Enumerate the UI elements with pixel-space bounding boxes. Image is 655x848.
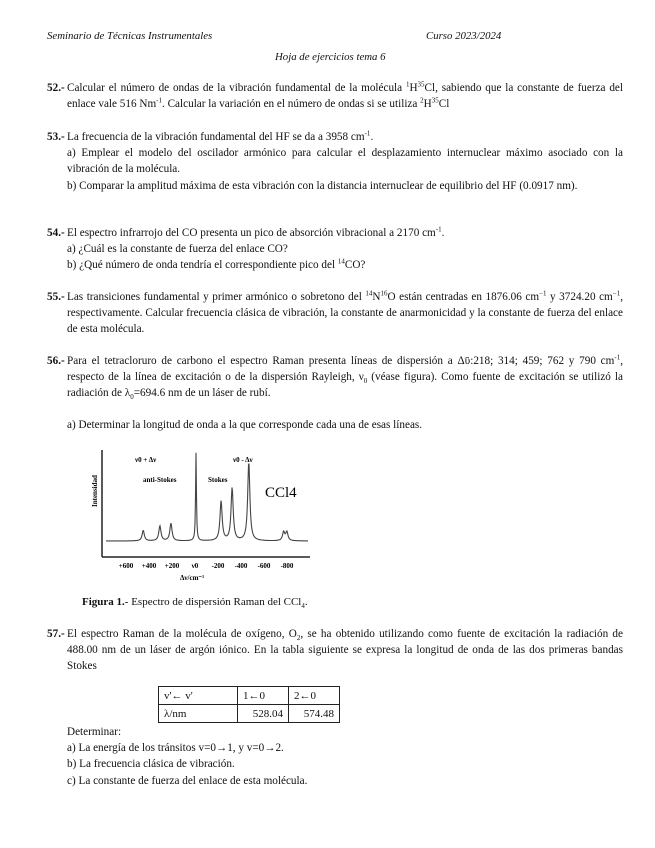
superscript: -1 bbox=[614, 353, 621, 362]
x-tick-label: -400 bbox=[234, 562, 248, 570]
table-cell: 1←0 bbox=[238, 687, 289, 705]
subscript: 4 bbox=[301, 602, 305, 611]
text-segment: N bbox=[372, 291, 381, 303]
text-segment: H bbox=[409, 82, 418, 94]
x-tick-label: -200 bbox=[211, 562, 225, 570]
text-segment: . bbox=[304, 596, 308, 608]
text-segment: . bbox=[441, 227, 445, 239]
exercise-text bbox=[67, 80, 623, 112]
text-segment: (véase figura). Como fuente de excitación se utilizó la radiación de λ bbox=[67, 371, 623, 400]
exercise-text bbox=[67, 626, 623, 675]
text-segment: , se ha obtenido utilizando como fuente de excitación la radiación de 488.00 nm de un láser de argón iónico. En la tabla siguiente se expresa la longitud de onda de las dos primeras bandas Stokes bbox=[67, 628, 623, 673]
exercise-part-a: a) ¿Cuál es la constante de fuerza del enlace CO? bbox=[67, 243, 288, 256]
text-segment: La frecuencia de la vibración fundamental del HF se da a 3958 cm bbox=[67, 131, 365, 143]
superscript: −1 bbox=[612, 289, 621, 298]
table-cell: 574.48 bbox=[289, 705, 340, 723]
superscript: 14 bbox=[365, 289, 373, 298]
chart-title: CCl4 bbox=[265, 485, 297, 501]
raman-spectrum-figure bbox=[80, 445, 320, 585]
stokes-label: Stokes bbox=[208, 476, 228, 484]
subscript: 0 bbox=[130, 393, 134, 402]
table-cell: 2←0 bbox=[289, 687, 340, 705]
exercise-57 bbox=[47, 626, 623, 675]
header-academic-year: Curso 2023/2024 bbox=[426, 30, 502, 42]
table-row bbox=[159, 705, 340, 723]
figure-caption-text bbox=[124, 596, 308, 611]
text-segment: Cl, sabiendo que la constante de fuerza del enlace vale 516 Nm bbox=[67, 82, 623, 111]
exercise-part-c: c) La constante de fuerza del enlace de esta molécula. bbox=[67, 774, 308, 787]
superscript: 16 bbox=[380, 289, 388, 298]
exercise-text bbox=[67, 225, 623, 241]
exercise-text bbox=[67, 353, 623, 402]
text-segment: El espectro Raman de la molécula de oxígeno, O bbox=[67, 628, 297, 640]
table-row bbox=[159, 687, 340, 705]
superscript: -1 bbox=[435, 225, 442, 234]
exercise-text bbox=[67, 289, 623, 338]
exercise-56 bbox=[47, 353, 623, 433]
text-segment: , respecto de la línea de excitación o de la dispersión Rayleigh, ν bbox=[67, 355, 623, 384]
text-segment: . Calcular la variación en el número de ondas si se utiliza bbox=[162, 98, 421, 111]
text-segment: . bbox=[370, 131, 374, 143]
x-tick-label: ν0 bbox=[191, 562, 199, 570]
superscript: 14 bbox=[337, 257, 345, 266]
text-segment: Calcular el número de ondas de la vibración fundamental de la molécula bbox=[67, 82, 406, 94]
exercise-53 bbox=[47, 129, 623, 194]
exercise-57-questions bbox=[47, 724, 623, 789]
superscript: 1 bbox=[405, 80, 410, 89]
text-segment: Cl bbox=[438, 98, 450, 111]
text-segment: b) ¿Qué número de onda tendría el correspondiente pico del bbox=[67, 259, 338, 272]
superscript: 35 bbox=[431, 96, 439, 105]
exercise-number: 56.- bbox=[47, 355, 65, 367]
exercise-part-b: b) Comparar la amplitud máxima de esta vibración con la distancia internuclear de equilibrio del HF (0.0917 nm). bbox=[67, 179, 578, 192]
anti-stokes-formula: ν0 + Δν bbox=[135, 456, 157, 464]
exercise-54 bbox=[47, 225, 623, 274]
x-tick-label: +200 bbox=[164, 562, 180, 570]
exercise-number: 57.- bbox=[47, 628, 65, 640]
text-segment: - Espectro de dispersión Raman del CCl bbox=[124, 596, 302, 608]
exercise-55 bbox=[47, 289, 623, 338]
x-tick-label: -600 bbox=[257, 562, 271, 570]
x-axis-label: Δν/cm⁻¹ bbox=[180, 574, 205, 582]
exercise-part-a: a) La energía de los tránsitos v=0→1, y v=0→2. bbox=[67, 742, 284, 755]
stokes-bands-table bbox=[158, 686, 340, 723]
text-segment: Las transiciones fundamental y primer armónico o sobretono del bbox=[67, 291, 366, 303]
exercise-number: 53.- bbox=[47, 131, 65, 143]
figure-caption bbox=[82, 596, 308, 611]
superscript: 2 bbox=[420, 96, 424, 105]
text-segment: =694.6 nm de un láser de rubí. bbox=[133, 387, 271, 400]
text-segment: , respectivamente. Calcular frecuencia clásica de vibración, la constante de anarmonicidad y la constante de fuerza del enlace de esta molécula. bbox=[67, 291, 623, 336]
text-segment: O están centradas en 1876.06 cm bbox=[387, 291, 540, 303]
text-segment: y 3724.20 cm bbox=[546, 291, 613, 303]
anti-stokes-label: anti-Stokes bbox=[143, 476, 177, 484]
superscript: 35 bbox=[417, 80, 425, 89]
table-cell: 528.04 bbox=[238, 705, 289, 723]
table-cell: v'← v' bbox=[159, 687, 238, 705]
exercise-part-a: a) Emplear el modelo del oscilador armónico para calcular el desplazamiento internuclear máximo asociado con la vibración de la molécula. bbox=[67, 147, 623, 176]
text-segment: CO? bbox=[344, 259, 366, 272]
stokes-formula: ν0 - Δν bbox=[233, 456, 253, 464]
exercise-52 bbox=[47, 80, 623, 112]
determinar-label: Determinar: bbox=[67, 726, 122, 738]
superscript: -1 bbox=[156, 96, 162, 105]
table-cell: λ/nm bbox=[159, 705, 238, 723]
y-axis-label: Intensidad bbox=[91, 475, 99, 507]
superscript: -1 bbox=[364, 129, 371, 138]
exercise-number: 52.- bbox=[47, 82, 65, 94]
exercise-number: 54.- bbox=[47, 227, 65, 239]
exercise-part-b: b) La frecuencia clásica de vibración. bbox=[67, 758, 235, 771]
superscript: −1 bbox=[539, 289, 547, 298]
subscript: 2 bbox=[296, 634, 301, 643]
text-segment: H bbox=[423, 98, 432, 111]
x-tick-label: -800 bbox=[280, 562, 294, 570]
text-segment: El espectro infrarrojo del CO presenta un pico de absorción vibracional a 2170 cm bbox=[67, 227, 436, 239]
exercise-part-b bbox=[67, 257, 623, 273]
exercise-text bbox=[67, 129, 623, 145]
x-tick-label: +400 bbox=[141, 562, 157, 570]
exercise-part-a: a) Determinar la longitud de onda a la que corresponde cada una de esas líneas. bbox=[67, 418, 423, 431]
header-course-name: Seminario de Técnicas Instrumentales bbox=[47, 30, 213, 42]
x-tick-label: +600 bbox=[118, 562, 134, 570]
figure-caption-label: Figura 1. bbox=[82, 596, 125, 608]
subscript: 0 bbox=[363, 377, 368, 386]
page-subtitle: Hoja de ejercicios tema 6 bbox=[275, 51, 386, 63]
text-segment: Para el tetracloruro de carbono el espectro Raman presenta líneas de dispersión a Δῡ:218; 314; 459; 762 y 790 cm bbox=[67, 355, 615, 367]
exercise-number: 55.- bbox=[47, 291, 65, 303]
